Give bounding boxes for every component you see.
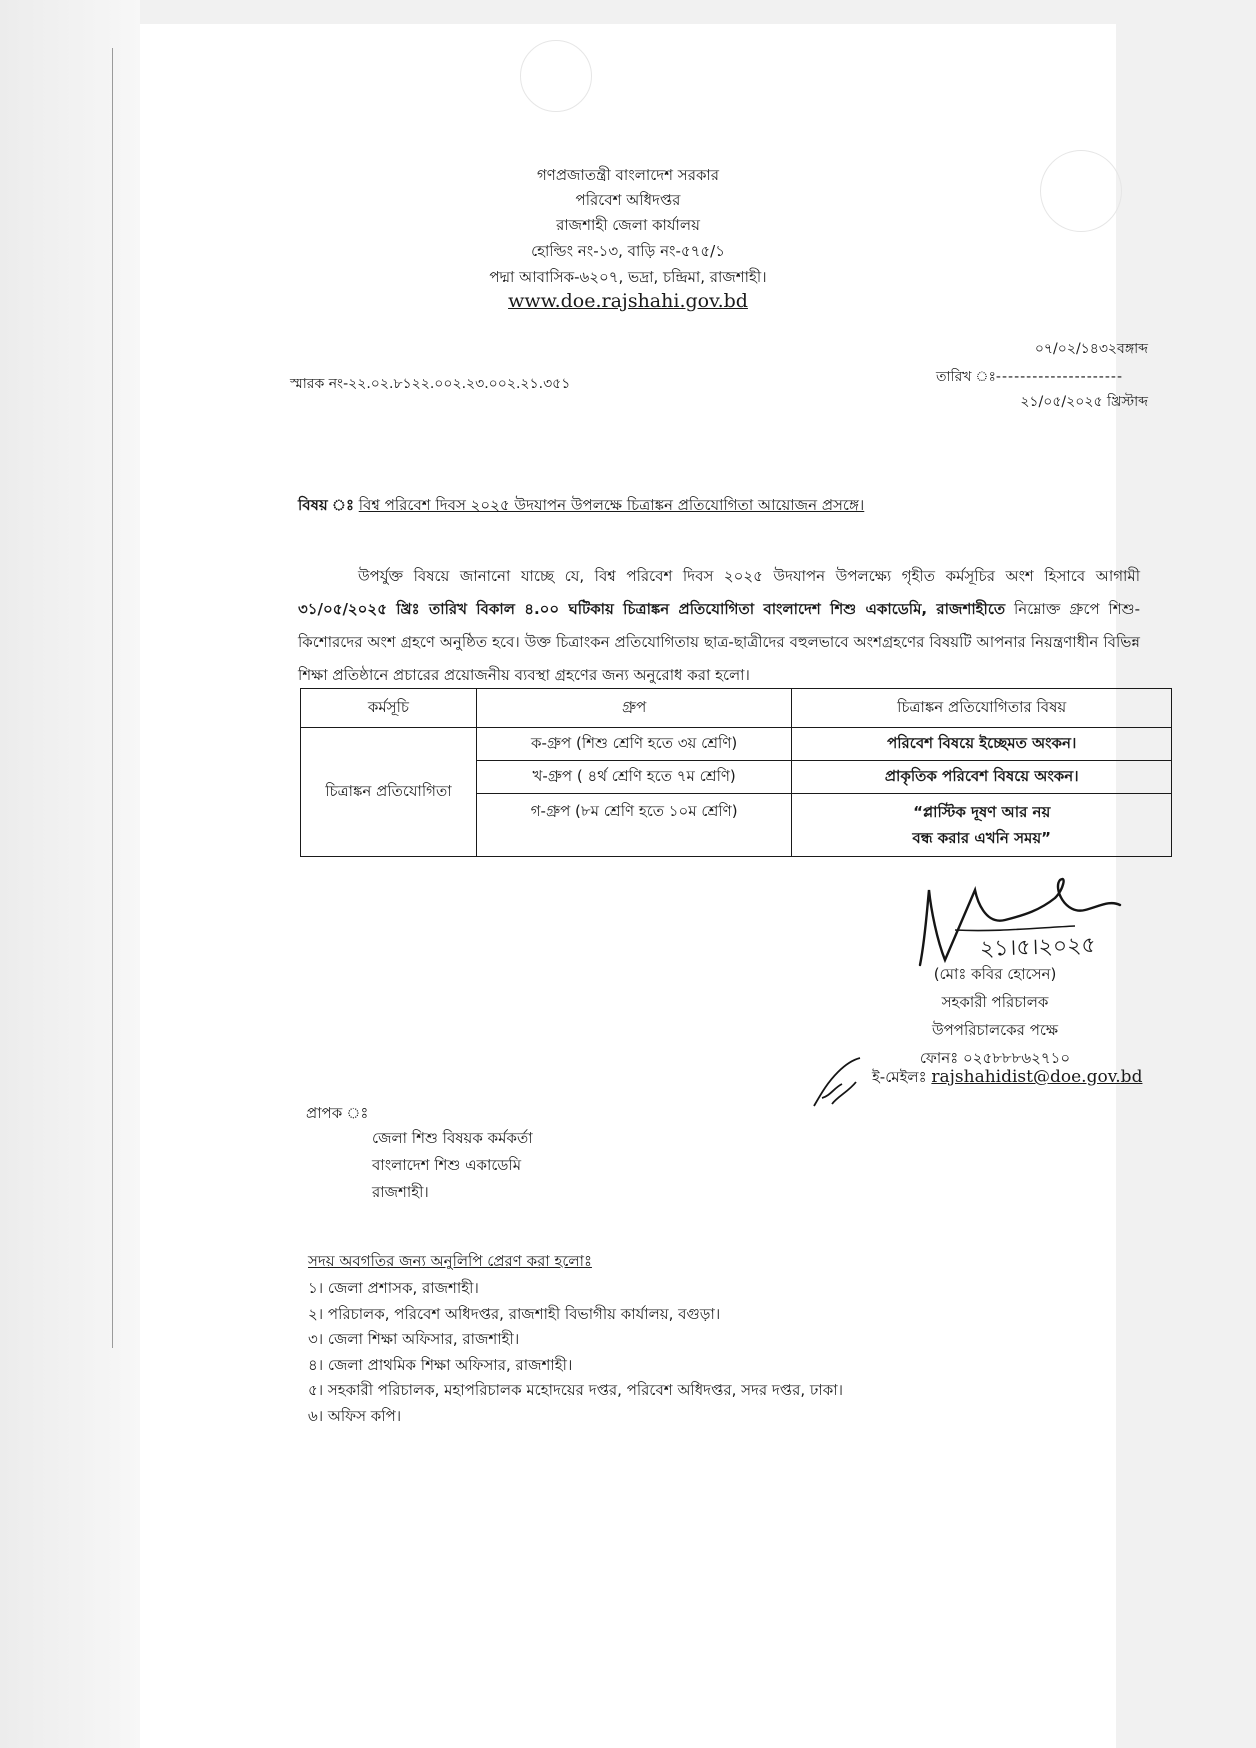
list-item: ৪। জেলা প্রাথমিক শিক্ষা অফিসার, রাজশাহী। (308, 1355, 573, 1374)
col-header-topic: চিত্রাঙ্কন প্রতিযোগিতার বিষয় (792, 689, 1172, 728)
list-item: ১। জেলা প্রশাসক, রাজশাহী। (308, 1279, 479, 1297)
signatory-designation: সহকারী পরিচালক (941, 993, 1049, 1011)
group-cell: গ-গ্রুপ (৮ম শ্রেণি হতে ১০ম শ্রেণি) (476, 794, 792, 857)
list-item: ৩। জেলা শিক্ষা অফিসার, রাজশাহী। (308, 1330, 520, 1348)
signatory-name: (মোঃ কবির হোসেন) (933, 965, 1057, 983)
signatory-on-behalf: উপপরিচালকের পক্ষে (931, 1021, 1059, 1039)
subject-label: বিষয় ঃ (298, 496, 354, 514)
recipient-line-3: রাজশাহী। (372, 1183, 429, 1201)
subject-line (298, 494, 864, 519)
cc-title: সদয় অবগতির জন্য অনুলিপি প্রেরণ করা হলোঃ (308, 1252, 592, 1270)
col-header-program: কর্মসূচি (301, 689, 477, 728)
recipient-line-2: বাংলাদেশ শিশু একাডেমি (372, 1156, 522, 1174)
subject-text: বিশ্ব পরিবেশ দিবস ২০২৫ উদযাপন উপলক্ষে চিত্রাঙ্কন প্রতিযোগিতা আয়োজন প্রসঙ্গে। (358, 496, 865, 514)
group-cell: খ-গ্রুপ ( ৪র্থ শ্রেণি হতে ৭ম শ্রেণি) (476, 761, 792, 794)
date-row (936, 365, 1123, 389)
body-paragraph (298, 560, 1140, 692)
topic-line-1: “প্লাস্টিক দূষণ আর নয় (913, 803, 1051, 821)
topic-cell: প্রাকৃতিক পরিবেশ বিষয়ে অংকন। (792, 761, 1172, 794)
topic-cell (792, 794, 1172, 857)
body-part1: উপর্যুক্ত বিষয়ে জানানো যাচ্ছে যে, বিশ্ব পরিবেশ দিবস ২০২৫ উদযাপন উপলক্ষ্যে গৃহীত কর্মসূচির অংশ হিসাবে আগামী (358, 567, 1140, 585)
group-cell: ক-গ্রুপ (শিশু শ্রেণি হতে ৩য় শ্রেণি) (476, 728, 792, 761)
body-part2: নিম্নোক্ত গ্রুপে শিশু-কিশোরদের অংশ গ্রহণে অনুষ্ঠিত হবে। উক্ত চিত্রাংকন প্রতিযোগিতায় ছাত্র-ছাত্রীদের বহুলভাবে অংশগ্রহণের বিষয়টি আপনার নিয়ন্ত্রণাধীন বিভিন্ন শিক্ষা প্রতিষ্ঠানে প্রচারের প্রয়োজনীয় ব্যবস্থা গ্রহণের জন্য অনুরোধ করা হলো। (298, 600, 1140, 684)
date-bangla: ০৭/০২/১৪৩২বঙ্গাব্দ (1034, 341, 1148, 357)
email-label: ই-মেইলঃ (872, 1068, 927, 1086)
list-item: ৫। সহকারী পরিচালক, মহাপরিচালক মহোদয়ের দপ্তর, পরিবেশ অধিদপ্তর, সদর দপ্তর, ঢাকা। (308, 1381, 843, 1399)
col-header-group: গ্রুপ (476, 689, 792, 728)
date-label: তারিখ ঃ (936, 369, 996, 385)
recipient-block (372, 1125, 533, 1206)
bleed-through-seal (520, 40, 592, 112)
email-row (872, 1066, 1142, 1091)
recipient-label: প্রাপক ঃ (306, 1104, 369, 1122)
date-gregorian: ২১/০৫/২০২৫ খ্রিস্টাব্দ (1020, 394, 1148, 410)
topic-cell: পরিবেশ বিষয়ে ইচ্ছেমত অংকন। (792, 728, 1172, 761)
letterhead-department: পরিবেশ অধিদপ্তর (575, 191, 681, 209)
recipient-line-1: জেলা শিশু বিষয়ক কর্মকর্তা (372, 1129, 533, 1147)
table-header-row (301, 689, 1172, 728)
program-cell: চিত্রাঙ্কন প্রতিযোগিতা (301, 728, 477, 857)
letterhead-office: রাজশাহী জেলা কার্যালয় (556, 216, 700, 234)
memo-reference: স্মারক নং-২২.০২.৮১২২.০০২.২৩.০০২.২১.৩৫১ (290, 376, 571, 392)
date-dashes: --------------------- (995, 369, 1124, 385)
body-bold-event: ৩১/০৫/২০২৫ খ্রিঃ তারিখ বিকাল ৪.০০ ঘটিকায় চিত্রাঙ্কন প্রতিযোগিতা বাংলাদেশ শিশু একাডেমি, রাজশাহীতে (298, 600, 1006, 618)
signature-handwritten-date: ২১।৫।২০২৫ (979, 932, 1097, 963)
cc-list (308, 1276, 843, 1429)
program-table (300, 688, 1172, 857)
letterhead-address: পদ্মা আবাসিক-৬২০৭, ভদ্রা, চন্দ্রিমা, রাজশাহী। (489, 268, 767, 286)
letterhead-holding: হোল্ডিং নং-১৩, বাড়ি নং-৫৭৫/১ (531, 242, 725, 260)
letterhead-government: গণপ্রজাতন্ত্রী বাংলাদেশ সরকার (536, 166, 720, 184)
signature-block (880, 960, 1110, 1072)
topic-line-2: বন্ধ করার এখনি সময়” (912, 829, 1052, 847)
letterhead-website[interactable]: www.doe.rajshahi.gov.bd (508, 290, 748, 312)
list-item: ২। পরিচালক, পরিবেশ অধিদপ্তর, রাজশাহী বিভাগীয় কার্যালয়, বগুড়া। (308, 1304, 721, 1323)
list-item: ৬। অফিস কপি। (308, 1406, 402, 1425)
email-link[interactable]: rajshahidist@doe.gov.bd (931, 1067, 1143, 1087)
table-row (301, 728, 1172, 761)
signatory-phone: ফোনঃ ০২৫৮৮৮৬২৭১০ (919, 1049, 1071, 1067)
initial-scribble-icon (808, 1052, 868, 1112)
